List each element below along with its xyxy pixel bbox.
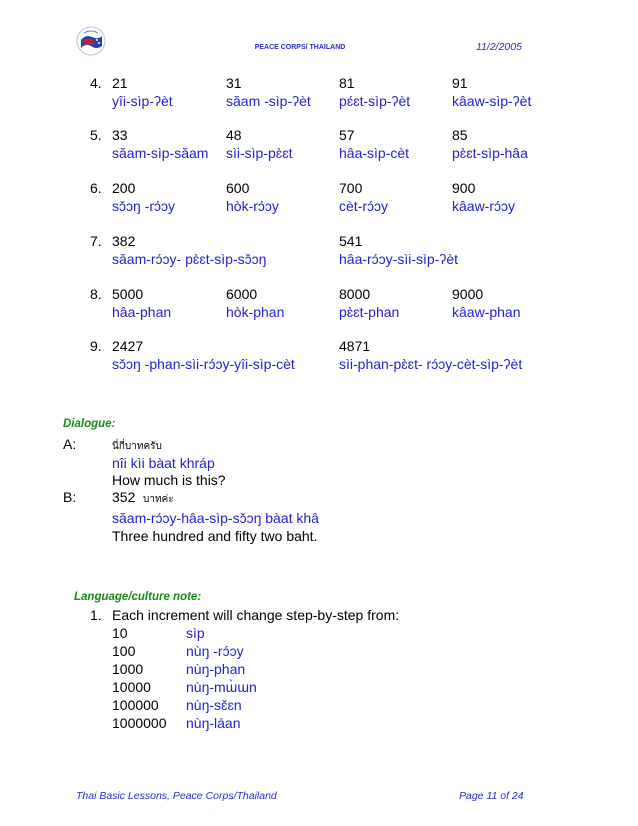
row-number-label: 5. [90, 127, 102, 143]
increment-numeral: 10000 [112, 679, 151, 695]
speaker-b: B: [63, 489, 77, 505]
numeral: 541 [339, 233, 363, 249]
dialogue-heading: Dialogue: [63, 418, 116, 430]
row-number-label: 4. [90, 75, 102, 91]
note-item-label: 1. [90, 607, 102, 623]
transliteration: hòk-rɔ́ɔy [226, 198, 279, 214]
header-date: 11/2/2005 [476, 41, 522, 53]
transliteration: sɔ̌ɔŋ -rɔ́ɔy [112, 198, 175, 214]
increment-transliteration: sìp [186, 625, 205, 641]
increment-transliteration: nùŋ-láan [186, 715, 241, 731]
increment-transliteration: nùŋ-phan [186, 661, 246, 677]
transliteration: hòk-phan [226, 304, 285, 320]
dialogue-b-number: 352 [112, 489, 136, 505]
note-heading: Language/culture note: [74, 591, 202, 603]
transliteration: kâaw-phan [452, 304, 521, 320]
footer-page-number: Page 11 of 24 [459, 790, 524, 802]
numeral: 21 [112, 75, 128, 91]
numeral: 57 [339, 127, 355, 143]
row-number-label: 9. [90, 338, 102, 354]
increment-transliteration: nùŋ-mɯ̀ɯn [186, 679, 257, 695]
dialogue-a-transliteration: nîi kìi bàat khráp [112, 455, 215, 471]
numeral: 31 [226, 75, 242, 91]
numeral: 200 [112, 180, 136, 196]
dialogue-a-english: How much is this? [112, 472, 226, 488]
increment-numeral: 1000 [112, 661, 144, 677]
transliteration: săam-rɔ́ɔy- pɛ̀ɛt-sìp-sɔ̌ɔŋ [112, 251, 267, 267]
increment-numeral: 100000 [112, 697, 159, 713]
transliteration: kâaw-sìp-ʔèt [452, 93, 532, 109]
speaker-a: A: [63, 436, 77, 452]
transliteration: sìi-sìp-pɛ̀ɛt [226, 145, 293, 161]
numeral: 48 [226, 127, 242, 143]
numeral: 33 [112, 127, 128, 143]
peace-corps-logo-icon [76, 26, 106, 56]
numeral: 81 [339, 75, 355, 91]
transliteration: hâa-phan [112, 304, 172, 320]
numeral: 382 [112, 233, 136, 249]
transliteration: pɛ̀ɛt-sìp-hâa [452, 145, 528, 161]
numeral: 8000 [339, 286, 371, 302]
numeral: 2427 [112, 338, 144, 354]
transliteration: kâaw-rɔ́ɔy [452, 198, 516, 214]
row-number-label: 7. [90, 233, 102, 249]
dialogue-b-english: Three hundred and fifty two baht. [112, 528, 318, 544]
row-number-label: 8. [90, 286, 102, 302]
transliteration: pɛ́ɛt-sìp-ʔèt [339, 93, 411, 109]
header-center-text: PEACE CORPS/ THAILAND [254, 44, 346, 51]
numeral: 85 [452, 127, 468, 143]
transliteration: hâa-rɔ́ɔy-sìi-sìp-ʔèt [339, 251, 459, 267]
transliteration: sɔ̌ɔŋ -phan-sìi-rɔ́ɔy-yîi-sìp-cèt [112, 356, 295, 372]
increment-numeral: 1000000 [112, 715, 167, 731]
increment-transliteration: nùŋ-sɛ̌ɛn [186, 697, 242, 713]
numeral: 9000 [452, 286, 484, 302]
transliteration: pɛ̀ɛt-phan [339, 304, 400, 320]
numeral: 600 [226, 180, 250, 196]
numeral: 91 [452, 75, 468, 91]
footer-left: Thai Basic Lessons, Peace Corps/Thailand [76, 790, 277, 802]
row-number-label: 6. [90, 180, 102, 196]
increment-numeral: 100 [112, 643, 136, 659]
dialogue-b-transliteration: săam-rɔ́ɔy-hâa-sìp-sɔ̌ɔŋ bàat khâ [112, 510, 319, 526]
increment-transliteration: nùŋ -rɔ́ɔy [186, 643, 244, 659]
numeral: 900 [452, 180, 476, 196]
increment-numeral: 10 [112, 625, 128, 641]
note-item-text: Each increment will change step-by-step from: [112, 607, 400, 623]
transliteration: săam-sìp-săam [112, 145, 209, 161]
numeral: 4871 [339, 338, 371, 354]
transliteration: yîi-sìp-ʔèt [112, 93, 173, 109]
dialogue-b-thai: บาทค่ะ [143, 494, 174, 505]
numeral: 6000 [226, 286, 258, 302]
transliteration: cèt-rɔ́ɔy [339, 198, 388, 214]
transliteration: hâa-sìp-cèt [339, 145, 410, 161]
numeral: 700 [339, 180, 363, 196]
numeral: 5000 [112, 286, 144, 302]
dialogue-a-thai: นี่กี่บาทครับ [112, 441, 162, 452]
transliteration: săam -sìp-ʔèt [226, 93, 311, 109]
transliteration: sìi-phan-pɛ̀ɛt- rɔ́ɔy-cèt-sìp-ʔèt [339, 356, 523, 372]
